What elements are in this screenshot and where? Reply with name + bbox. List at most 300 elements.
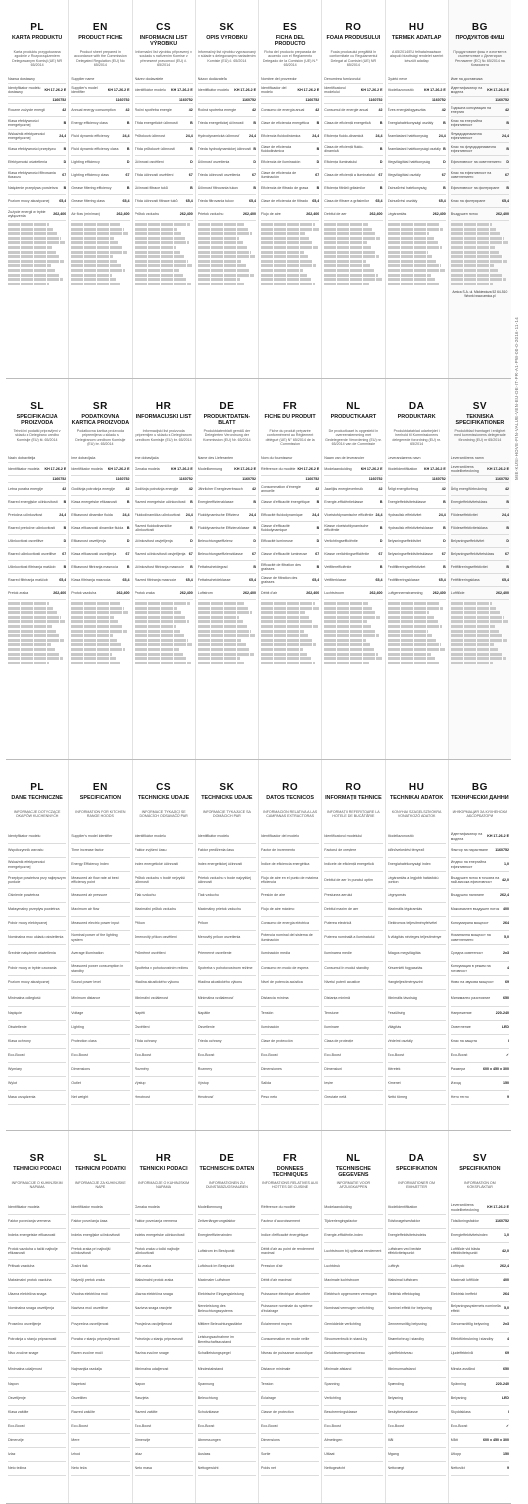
spec-label: Средна осветеност: [450, 950, 483, 955]
section-title: TECHNIKAI ADATOK: [390, 795, 444, 801]
spec-row: [8, 169, 66, 182]
footnote-line: [261, 223, 315, 226]
spec-row: [71, 169, 129, 182]
spec-label: Référence du modèle: [261, 466, 296, 471]
spec-row: [324, 1316, 382, 1333]
spec-rows: [135, 1201, 193, 1476]
spec-value: KH 17-26.2 E: [487, 466, 509, 471]
spec-label: Verlichting: [324, 1396, 341, 1401]
spec-value: 65,4: [122, 198, 130, 203]
spec-row: [324, 182, 382, 195]
spec-row: [8, 1333, 66, 1347]
footnote-line: [261, 653, 307, 656]
language-column: [322, 0, 385, 378]
spec-row: [8, 1347, 66, 1361]
spec-row: [324, 1215, 382, 1229]
spec-label: Eco-Boost: [197, 1424, 215, 1429]
spec-label: Sound power level: [71, 980, 101, 985]
spec-value: KH 17-26.2 E: [107, 87, 130, 92]
regulation-text: Produktblad framtaget i enlighet med kommissionens delegerade förordning (EU) nr 65/2014: [454, 429, 506, 442]
spec-label: Faktor zvýšení času: [134, 848, 167, 853]
spec-label: Dimenzije: [8, 1438, 24, 1443]
spec-row: [71, 496, 129, 509]
spec-row: [198, 844, 256, 858]
spec-label: Fluidodinamička učinkovitost: [134, 512, 181, 517]
spec-label: Årlig energiförbrukning: [450, 486, 487, 491]
spec-label: Име на доставчика: [450, 77, 483, 82]
spec-row: [451, 931, 509, 945]
spec-value: D: [379, 159, 383, 164]
spec-label: Godišnja potrošnja energije: [71, 486, 116, 491]
spec-value: 42: [505, 107, 509, 112]
spec-label: Ниво на звукова мощност: [450, 980, 494, 985]
spec-label: Priemerné osvetlenie: [197, 950, 232, 955]
band-product-fiche-2: [6, 379, 511, 760]
spec-label: Consumo en modo de espera: [261, 966, 309, 971]
spec-label: Vloeistofdynamische efficiëntie: [324, 512, 374, 517]
spec-row: [388, 1035, 446, 1049]
footnote-line: [388, 223, 439, 226]
spec-label: Напрежение: [450, 1011, 472, 1016]
spec-value: 24,4: [122, 133, 130, 138]
language-code: BG: [471, 22, 488, 33]
footnote-block: [261, 602, 319, 664]
spec-value: B: [316, 185, 320, 190]
language-column: [69, 0, 132, 378]
spec-row: [135, 182, 193, 195]
footnote-line: [198, 232, 252, 235]
spec-label: Eficiencia de filtrado de grasa: [261, 185, 309, 190]
spec-value: 1,0: [504, 862, 509, 867]
spec-label: Energie-efficiëntieklasse: [324, 499, 364, 504]
spec-row: [451, 455, 509, 463]
footnote-line: [71, 246, 122, 249]
spec-label: Luchtdruk: [324, 1264, 341, 1269]
footnote-line: [135, 625, 176, 628]
spec-label: Eficiența fluido-dinamică: [324, 133, 364, 138]
spec-row: [135, 208, 193, 221]
spec-label: Osvetlenie: [197, 1025, 215, 1030]
spec-row: [451, 1274, 509, 1288]
spec-label: Faktor povečanja časa: [71, 1219, 108, 1224]
section-subtitle: INFORMÁCIE TÝKAJÚCE SA DOMÁCICH PAR: [202, 810, 251, 819]
spec-label: Indeks energijske učinkovitosti: [71, 1233, 120, 1238]
spec-value: D: [506, 159, 509, 164]
spec-label: Naam van de leverancier: [324, 456, 365, 461]
spec-label: Maximalt luftflöde: [450, 1278, 479, 1283]
spec-label: Modelaanduiding: [324, 1205, 352, 1210]
spec-value: 24,4: [122, 512, 130, 517]
spec-label: Minimálna vzdialenosť: [197, 995, 234, 1000]
spec-label: Measured air pressure: [71, 893, 108, 898]
spec-value: 1160752: [52, 97, 67, 102]
spec-row: [135, 548, 193, 561]
spec-row: [388, 1302, 446, 1316]
spec-label: Flödeseffektivitet: [450, 512, 478, 517]
spec-rows: [71, 455, 129, 600]
footnote-line: [198, 251, 251, 254]
spec-value: 24,4: [438, 133, 446, 138]
spec-value: B: [126, 120, 130, 125]
spec-label: Iluminarea medie: [324, 950, 352, 955]
spec-label: Název dodavatele: [134, 77, 164, 82]
spec-row: [8, 1201, 66, 1215]
spec-row: [135, 1434, 193, 1448]
language-code: FR: [282, 401, 298, 412]
spec-label: Ljudeffektnivå: [450, 1351, 473, 1356]
spec-row: [388, 1392, 446, 1406]
spec-label: Nazwa dostawcy: [8, 77, 35, 82]
spec-value: 65,4: [249, 577, 256, 582]
spec-label: Trieda účinnosti osvetlenia: [197, 172, 241, 177]
spec-label: Áramlástani hatékonyság: [387, 133, 428, 138]
footnote-line: [135, 657, 187, 660]
footnote-line: [135, 634, 185, 637]
spec-row: [388, 1406, 446, 1420]
spec-label: Napetost: [71, 1382, 86, 1387]
language-code: PL: [30, 22, 45, 33]
regulation-text: Informačný list výrobku vypracovaný v súlade s delegovaným nariadením Komisie (EÚ) č. 65/2014: [197, 50, 256, 63]
spec-value: KH 17-26.2 E: [487, 1205, 509, 1210]
footnote-line: [198, 255, 255, 258]
spec-row: [324, 455, 382, 463]
spec-value: 1160752: [431, 97, 446, 102]
spec-row: [388, 84, 446, 97]
spec-row: [71, 1215, 129, 1229]
spec-row: [135, 169, 193, 182]
footnote-block: [261, 223, 319, 285]
spec-row: [8, 931, 66, 945]
spec-value: B: [443, 499, 446, 504]
spec-label: Genomsnittlig belysning: [450, 1321, 489, 1326]
spec-row: [71, 1347, 129, 1361]
spec-row: [135, 104, 193, 117]
spec-row: [135, 561, 193, 574]
footnote-line: [198, 653, 254, 656]
spec-row: [388, 104, 446, 117]
spec-label: Třída účinnosti osvětlení: [134, 172, 174, 177]
spec-row: [198, 1049, 256, 1063]
spec-label: Флуидодинамична ефективност: [450, 131, 482, 140]
side-code-text: MIE-KUSI-HOVE-FIN-VALUE-VEN-EU-DE-IT-FR-A1-PW-00-0-2016-11-14: [514, 317, 519, 480]
spec-label: Éves energiafogyasztás: [387, 107, 426, 112]
spec-row: [451, 182, 509, 195]
spec-value: 42: [252, 486, 256, 491]
spec-value: KH 17-26.2 E: [487, 87, 509, 92]
spec-label: Fettabscheidegrad: [197, 564, 228, 569]
spec-value: 400: [503, 907, 509, 912]
spec-label: Identifikator modela: [8, 1205, 40, 1210]
spec-label: Modelidentifikation: [387, 1205, 418, 1210]
spec-label: Identyfikator modelu: [8, 834, 41, 839]
footnote-line: [324, 264, 369, 267]
spec-label: Efficacité lumineuse: [261, 538, 293, 543]
spec-label: Razred filtriranja masnoće: [134, 577, 177, 582]
footnote-line: [324, 260, 365, 263]
spec-label: Voltage: [71, 1011, 84, 1016]
spec-row: [8, 195, 66, 208]
spec-row: [71, 587, 129, 600]
spec-rows: [8, 830, 66, 1105]
footnote-line: [8, 634, 60, 637]
spec-row: [324, 1378, 382, 1392]
spec-label: Megvilágítási hatékonyság: [387, 159, 430, 164]
spec-label: Eco-Boost: [134, 1424, 152, 1429]
spec-row: [198, 1229, 256, 1243]
spec-label: Világítás: [387, 1025, 402, 1030]
section-title: TEHNIČNI PODATKI: [74, 1166, 126, 1172]
footnote-line: [8, 228, 53, 231]
spec-row: [388, 903, 446, 917]
spec-row: [261, 1347, 319, 1361]
footnote-line: [135, 260, 189, 263]
spec-label: Belysning: [450, 1396, 467, 1401]
spec-label: Pretok zraka pri najboljši učinkovitosti: [71, 1246, 111, 1255]
spec-row: [8, 496, 66, 509]
spec-label: Napětí: [134, 1011, 146, 1016]
regulation-text: Produktdatablad udarbejdet i henhold til Kommissionens delegerede forordning (EU) nr. 65/2014: [392, 429, 441, 446]
spec-rows: [388, 1201, 446, 1476]
footnote-line: [261, 643, 316, 646]
spec-label: Net weight: [71, 1095, 89, 1100]
spec-value: B: [443, 146, 446, 151]
spec-label: Energieffektivitetsklass: [450, 499, 488, 504]
side-document-code: [512, 250, 526, 480]
footnote-line: [324, 634, 379, 637]
spec-row: [71, 931, 129, 945]
spec-row: [388, 561, 446, 574]
footnote-line: [324, 662, 368, 664]
spec-value: B: [506, 120, 509, 125]
spec-row: [71, 117, 129, 130]
spec-row: [198, 1361, 256, 1378]
spec-label: Flujo de aire en el punto de máxima eficiencia: [261, 875, 319, 884]
spec-row: [451, 496, 509, 509]
spec-row: [451, 1229, 509, 1243]
spec-value: 42: [441, 486, 446, 491]
spec-label: Výstup: [134, 1081, 146, 1086]
spec-label: Oświetlenie: [8, 1025, 27, 1030]
spec-label: Eficiencia de iluminación: [261, 159, 301, 164]
spec-row: [71, 182, 129, 195]
spec-label: Protok vazduha u tački najbolje efikasnosti: [8, 1246, 58, 1255]
footnote-line: [71, 639, 117, 642]
spec-label: Třída ochrany: [134, 1039, 157, 1044]
spec-label: Lufttryck: [450, 1264, 465, 1269]
footnote-line: [71, 237, 114, 240]
spec-label: Classe de filtration des graisses: [261, 575, 298, 584]
spec-row: [71, 830, 129, 844]
spec-row: [324, 156, 382, 169]
spec-label: Клас на защита: [450, 1039, 477, 1044]
spec-label: Référence du modèle: [261, 1205, 296, 1210]
spec-label: Gyártó neve: [387, 77, 408, 82]
spec-row: [451, 903, 509, 917]
footnote-line: [8, 607, 53, 610]
spec-label: Hangteljesítményszint: [387, 980, 423, 985]
footnote-line: [8, 264, 51, 267]
footnote-line: [451, 264, 494, 267]
footnote-line: [451, 607, 496, 610]
spec-row: [451, 1434, 509, 1448]
spec-rows: [324, 1201, 382, 1476]
spec-value: 600 x 450 x 300: [483, 1438, 509, 1443]
spec-row: [8, 889, 66, 903]
spec-label: Eficiența filtrării grăsimilor: [324, 185, 366, 190]
spec-value: LED: [501, 1025, 509, 1030]
spec-label: Supplier's model identifier: [71, 85, 98, 94]
spec-row: [261, 476, 319, 483]
spec-label: Identifikator modela: [71, 466, 103, 471]
spec-row: [135, 1215, 193, 1229]
spec-value: KH 17-26.2 E: [44, 466, 67, 471]
spec-row: [261, 1406, 319, 1420]
band-technical-data-2: [6, 1131, 511, 1504]
spec-row: [8, 182, 66, 195]
spec-label: Jaarlijks energieverbruik: [324, 486, 363, 491]
spec-row: [261, 1091, 319, 1105]
spec-row: [388, 208, 446, 221]
spec-label: Eficiencia fluidodinámica: [261, 133, 301, 138]
spec-row: [71, 1434, 129, 1448]
language-column: [322, 379, 385, 759]
spec-row: [198, 1201, 256, 1215]
spec-value: 9: [507, 1095, 509, 1100]
footnote-line: [324, 648, 374, 651]
language-column: [449, 0, 511, 378]
spec-label: Grease filtering class: [71, 198, 105, 203]
footnote-line: [198, 657, 241, 660]
spec-label: Supplier name: [71, 77, 95, 82]
spec-label: Консумирана мощност: [450, 921, 489, 926]
spec-label: Průtoková účinnost: [134, 133, 166, 138]
footnote-line: [135, 264, 193, 267]
spec-label: Légáramlás a legjobb hatásfokú ponton: [387, 875, 439, 884]
spec-value: KH 17-26.2 E: [360, 87, 383, 92]
spec-row: [261, 830, 319, 844]
spec-value: 42: [315, 486, 320, 491]
spec-value: 42: [315, 107, 320, 112]
spec-row: [388, 872, 446, 889]
spec-row: [261, 990, 319, 1007]
spec-row: [261, 1201, 319, 1215]
spec-rows: [198, 830, 256, 1105]
spec-label: Outlet: [71, 1081, 81, 1086]
spec-value: 9: [507, 1466, 509, 1471]
spec-value: KH 17-26.2 E: [234, 466, 256, 471]
footnote-line: [324, 255, 379, 258]
spec-label: Auslass: [197, 1452, 211, 1457]
spec-label: Въздушно налягане: [450, 893, 484, 898]
spec-label: Hladina akustického výkonu: [134, 980, 180, 985]
spec-value: 65,4: [185, 577, 193, 582]
spec-row: [8, 156, 66, 169]
spec-value: 67: [315, 172, 320, 177]
spec-value: B: [253, 525, 256, 530]
spec-row: [388, 548, 446, 561]
spec-label: Eficiența iluminatului: [324, 159, 358, 164]
footnote-line: [135, 246, 176, 249]
spec-row: [261, 844, 319, 858]
spec-value: 42: [125, 107, 130, 112]
spec-row: [261, 522, 319, 535]
spec-row: [324, 1420, 382, 1434]
spec-row: [198, 1392, 256, 1406]
spec-value: 65,4: [312, 198, 320, 203]
spec-row: [71, 130, 129, 143]
footnote-line: [71, 616, 114, 619]
spec-row: [388, 1243, 446, 1260]
spec-row: [135, 1063, 193, 1077]
footnote-line: [261, 602, 315, 605]
spec-rows: [324, 455, 382, 600]
language-column: [386, 760, 449, 1130]
footnote-line: [8, 648, 55, 651]
footnote-line: [71, 657, 116, 660]
section-title: DANE TECHNICZNE: [11, 795, 63, 801]
spec-value: B: [506, 564, 509, 569]
spec-row: [388, 1434, 446, 1448]
spec-label: Napięcie: [8, 1011, 22, 1016]
spec-label: Минимално разстояние: [450, 995, 491, 1000]
footnote-line: [198, 237, 239, 240]
section-subtitle: KONYHAI SZAGELSZÍVÓKRA VONATKOZÓ ADATOK: [391, 810, 442, 819]
spec-value: B: [443, 564, 446, 569]
spec-row: [324, 169, 382, 182]
spec-row: [135, 195, 193, 208]
spec-row: [8, 917, 66, 931]
language-code: SK: [219, 782, 235, 793]
spec-value: B: [316, 499, 320, 504]
spec-value: 262,400: [432, 211, 446, 216]
spec-value: LED: [501, 1396, 509, 1401]
spec-label: Ročná spotreba energie: [197, 107, 237, 112]
spec-row: [8, 1063, 66, 1077]
spec-row: [388, 1333, 446, 1347]
spec-label: Консумация в режим на готовност: [450, 964, 491, 973]
spec-row: [451, 548, 509, 561]
spec-row: [198, 476, 256, 483]
spec-row: [324, 1406, 382, 1420]
language-code: SK: [219, 22, 235, 33]
spec-label: Consommation d'énergie annuelle: [261, 484, 301, 493]
spec-label: Maximális légáramlás: [387, 907, 423, 912]
spec-row: [135, 1347, 193, 1361]
spec-row: [8, 143, 66, 156]
spec-row: [324, 76, 382, 84]
spec-value: KH 17-26.2 E: [234, 87, 256, 92]
spec-label: Zeitverlängerungsfaktor: [197, 1219, 236, 1224]
spec-label: Belysningssystemets nominella effekt: [450, 1304, 501, 1313]
spec-value: 42: [378, 107, 383, 112]
spec-label: Poraba v stanju pripravljenosti: [71, 1337, 120, 1342]
spec-label: Klasa ochrony: [8, 1039, 31, 1044]
spec-row: [71, 455, 129, 463]
spec-label: Příkon: [134, 921, 145, 926]
spec-label: Identificador del modelo: [261, 834, 300, 839]
spec-row: [71, 522, 129, 535]
spec-label: Faktor povećanja vremena: [134, 1219, 178, 1224]
spec-row: [8, 561, 66, 574]
spec-label: Spænding: [387, 1382, 404, 1387]
footnote-line: [71, 232, 128, 235]
spec-row: [324, 976, 382, 990]
spec-label: Modelaanduiding: [324, 466, 352, 471]
footnote-line: [261, 255, 308, 258]
footnote-line: [135, 237, 186, 240]
spec-row: [8, 1448, 66, 1462]
spec-value: 1160752: [115, 476, 130, 481]
